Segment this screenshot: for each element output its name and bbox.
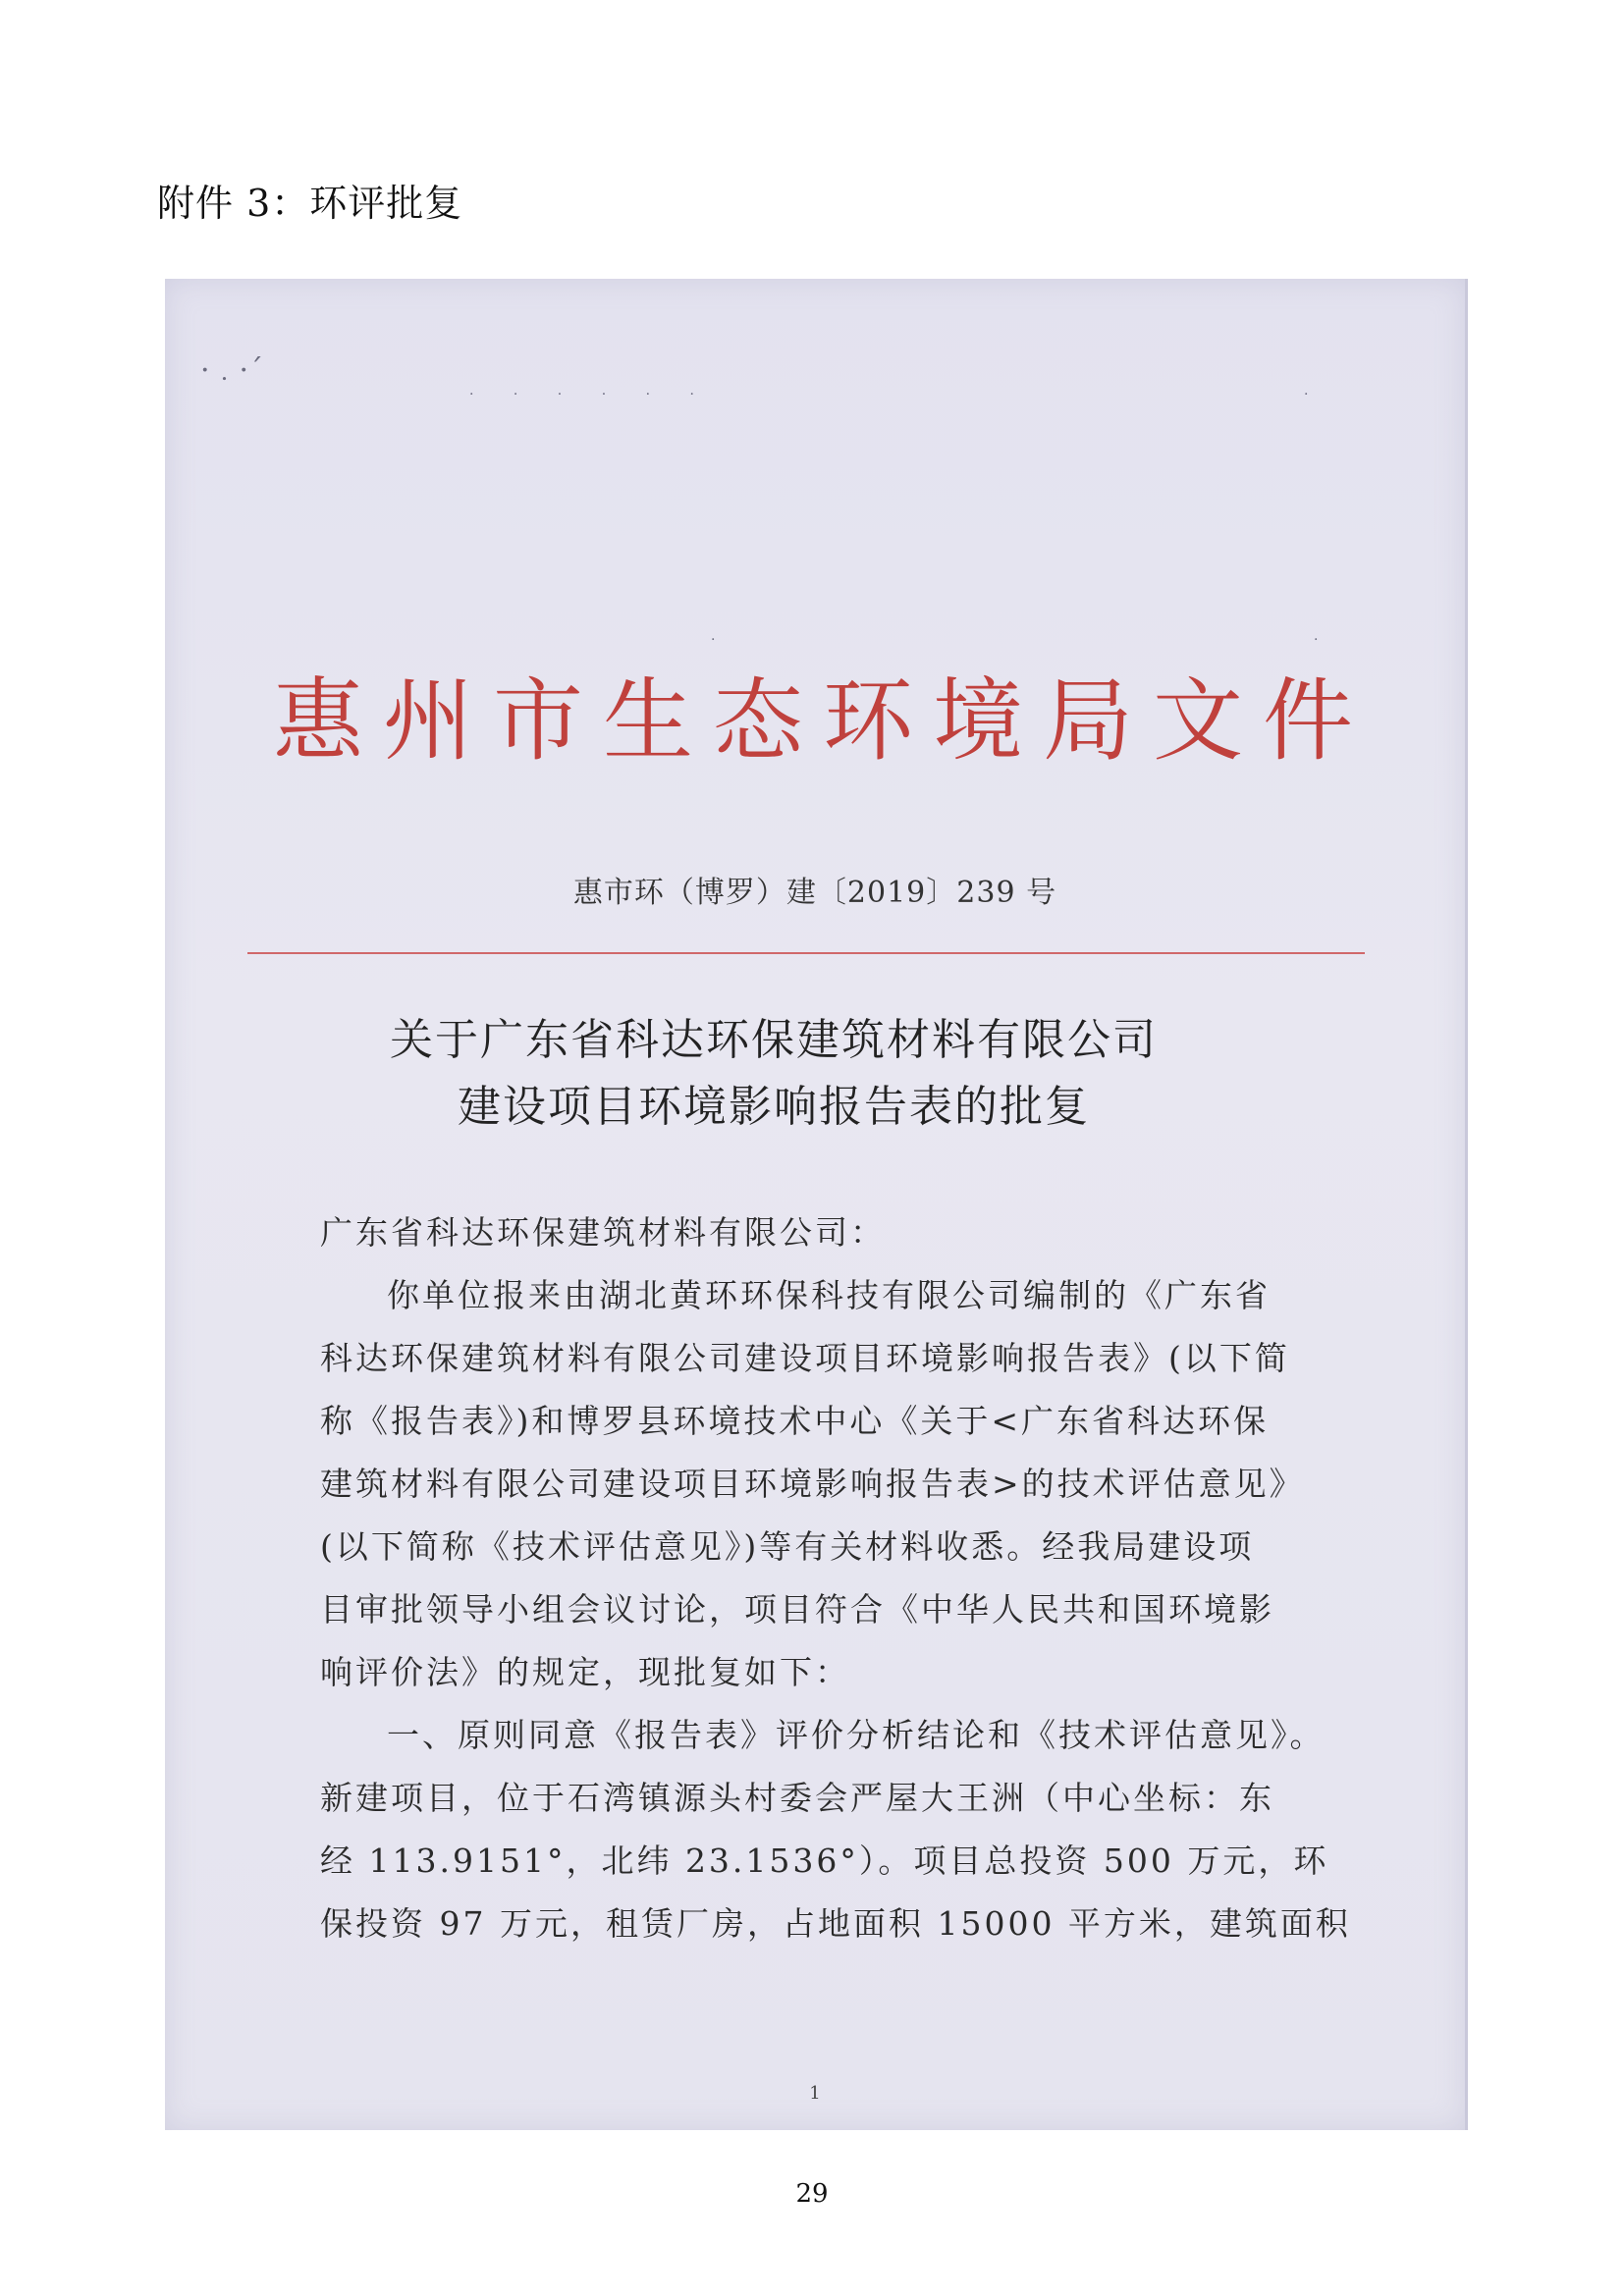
body-line: 科达环保建筑材料有限公司建设项目环境影响报告表》(以下简 xyxy=(320,1339,1290,1377)
letterhead-red-rule xyxy=(247,952,1365,954)
body-text xyxy=(320,1201,1351,1955)
body-line: 响评价法》的规定，现批复如下： xyxy=(320,1653,850,1691)
scan-speckle: · xyxy=(1314,632,1319,648)
attachment-header: 附件 3：环评批复 xyxy=(157,182,463,225)
body-line: 保投资 97 万元，租赁厂房，占地面积 15000 平方米，建筑面积 xyxy=(320,1904,1351,1943)
scan-speckle: · · · · · · xyxy=(469,387,712,402)
handwritten-mark: ·﹒·´ xyxy=(200,353,264,388)
subject-title-line: 建设项目环境影响报告表的批复 xyxy=(458,1082,1090,1133)
scan-page-number: 1 xyxy=(809,2083,821,2104)
scanned-document xyxy=(165,279,1468,2130)
body-line: 建筑材料有限公司建设项目环境影响报告表>的技术评估意见》 xyxy=(320,1465,1305,1503)
scan-speckle: · xyxy=(711,632,716,648)
body-line: 称《报告表》)和博罗县环境技术中心《关于<广东省科达环保 xyxy=(320,1402,1270,1440)
subject-title-line: 关于广东省科达环保建筑材料有限公司 xyxy=(390,1015,1158,1065)
salutation: 广东省科达环保建筑材料有限公司： xyxy=(320,1213,886,1252)
page-number: 29 xyxy=(795,2179,829,2209)
body-line: 你单位报来由湖北黄环环保科技有限公司编制的《广东省 xyxy=(387,1276,1271,1314)
document-number: 惠市环（博罗）建〔2019〕239 号 xyxy=(572,876,1057,910)
body-line: 目审批领导小组会议讨论，项目符合《中华人民共和国环境影 xyxy=(320,1590,1274,1629)
body-line: (以下简称《技术评估意见》)等有关材料收悉。经我局建设项 xyxy=(320,1527,1255,1566)
body-line: 经 113.9151°，北纬 23.1536°）。项目总投资 500 万元，环 xyxy=(320,1842,1329,1880)
body-line: 新建项目，位于石湾镇源头村委会严屋大王洲（中心坐标：东 xyxy=(320,1779,1274,1817)
scan-speckle: · xyxy=(1304,387,1309,402)
body-line: 一、原则同意《报告表》评价分析结论和《技术评估意见》。 xyxy=(387,1716,1326,1754)
letterhead-org-title: 惠州市生态环境局文件 xyxy=(272,668,1373,774)
subject-title xyxy=(165,1007,1382,1141)
